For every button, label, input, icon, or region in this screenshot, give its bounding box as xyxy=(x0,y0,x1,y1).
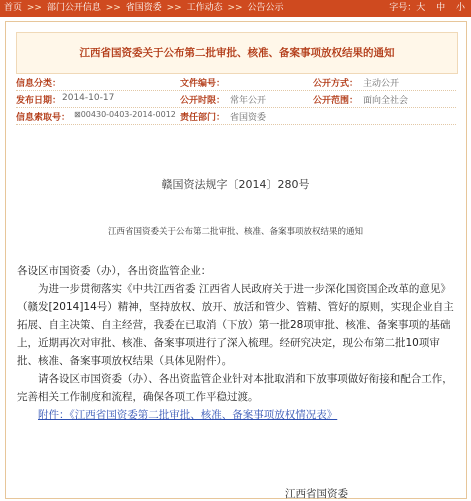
font-size-switcher xyxy=(389,0,465,17)
meta-row xyxy=(16,108,456,125)
breadcrumb-home-link[interactable]: 首页 xyxy=(4,3,23,13)
index-no-value: ⊠00430-0403-2014-0012 xyxy=(74,110,176,119)
breadcrumb-item-work-news[interactable]: 工作动态 xyxy=(186,3,223,13)
breadcrumb-item-dept-info[interactable]: 部门公开信息 xyxy=(46,3,101,13)
breadcrumb-item-sasac[interactable]: 省国资委 xyxy=(125,3,162,13)
body-paragraph: 请各设区市国资委（办）、各出资监管企业针对本批取消和下放事项做好衔接和配合工作，完善相关工作制度和流程，确保各项工作平稳过渡。 xyxy=(17,373,453,403)
breadcrumb-separator: >> xyxy=(105,3,121,13)
open-scope-value: 面向全社会 xyxy=(363,96,409,106)
open-scope-label: 公开范围： xyxy=(313,96,359,106)
publish-date-value: 2014-10-17 xyxy=(62,93,115,103)
article-meta xyxy=(16,74,456,125)
open-period-label: 公开时限： xyxy=(180,96,226,106)
open-mode-label: 公开方式： xyxy=(313,79,359,89)
signature: 江西省国资委 xyxy=(285,488,348,500)
open-period-value: 常年公开 xyxy=(230,96,267,106)
category-label: 信息分类： xyxy=(16,79,62,89)
index-no-label: 信息索取号： xyxy=(16,113,71,123)
font-size-large-button[interactable]: 大 xyxy=(416,3,426,13)
document-subtitle: 江西省国资委关于公布第二批审批、核准、备案事项放权结果的通知 xyxy=(107,227,363,237)
file-no-label: 文件编号： xyxy=(180,79,226,89)
breadcrumb-item-announcements[interactable]: 公告公示 xyxy=(247,3,284,13)
breadcrumb-bar xyxy=(0,0,471,17)
open-mode-value: 主动公开 xyxy=(363,79,400,89)
title-box xyxy=(16,32,458,74)
salutation: 各设区市国资委（办），各出资监管企业： xyxy=(17,265,212,277)
article-frame xyxy=(5,21,467,499)
meta-row xyxy=(16,91,456,108)
document-number: 赣国资法规字〔2014〕280号 xyxy=(161,178,310,191)
attachment-link[interactable]: 附件：《江西省国资委第二批审批、核准、备案事项放权情况表》 xyxy=(38,409,338,421)
body-paragraph: 为进一步贯彻落实《中共江西省委 江西省人民政府关于进一步深化国资国企改革的意见》（赣发[2014]14号）精神，坚持放权、放开、放活和管少、管精、管好的原则，实现企业自主拓展、自主决策、自主经营，我委在已取消（下放）第一批28项审批、核准、备案事项的基础上，近期再次对审批、核准、备案事项进行了深入梳理。经研究决定，现公布第二批10项审批、核准、备案事项放权结果（具体见附件）。 xyxy=(17,283,454,367)
article-title: 江西省国资委关于公布第二批审批、核准、备案事项放权结果的通知 xyxy=(79,47,395,59)
dept-value: 省国资委 xyxy=(230,113,267,123)
font-size-medium-button[interactable]: 中 xyxy=(436,3,446,13)
meta-row xyxy=(16,74,456,91)
dept-label: 责任部门： xyxy=(180,113,226,123)
breadcrumb-separator: >> xyxy=(227,3,243,13)
article-body xyxy=(17,262,457,424)
breadcrumb-separator: >> xyxy=(26,3,42,13)
publish-date-label: 发布日期： xyxy=(16,96,62,106)
font-size-label: 字号： xyxy=(389,3,417,13)
breadcrumb-separator: >> xyxy=(166,3,182,13)
font-size-small-button[interactable]: 小 xyxy=(455,3,465,13)
breadcrumb xyxy=(4,0,283,17)
